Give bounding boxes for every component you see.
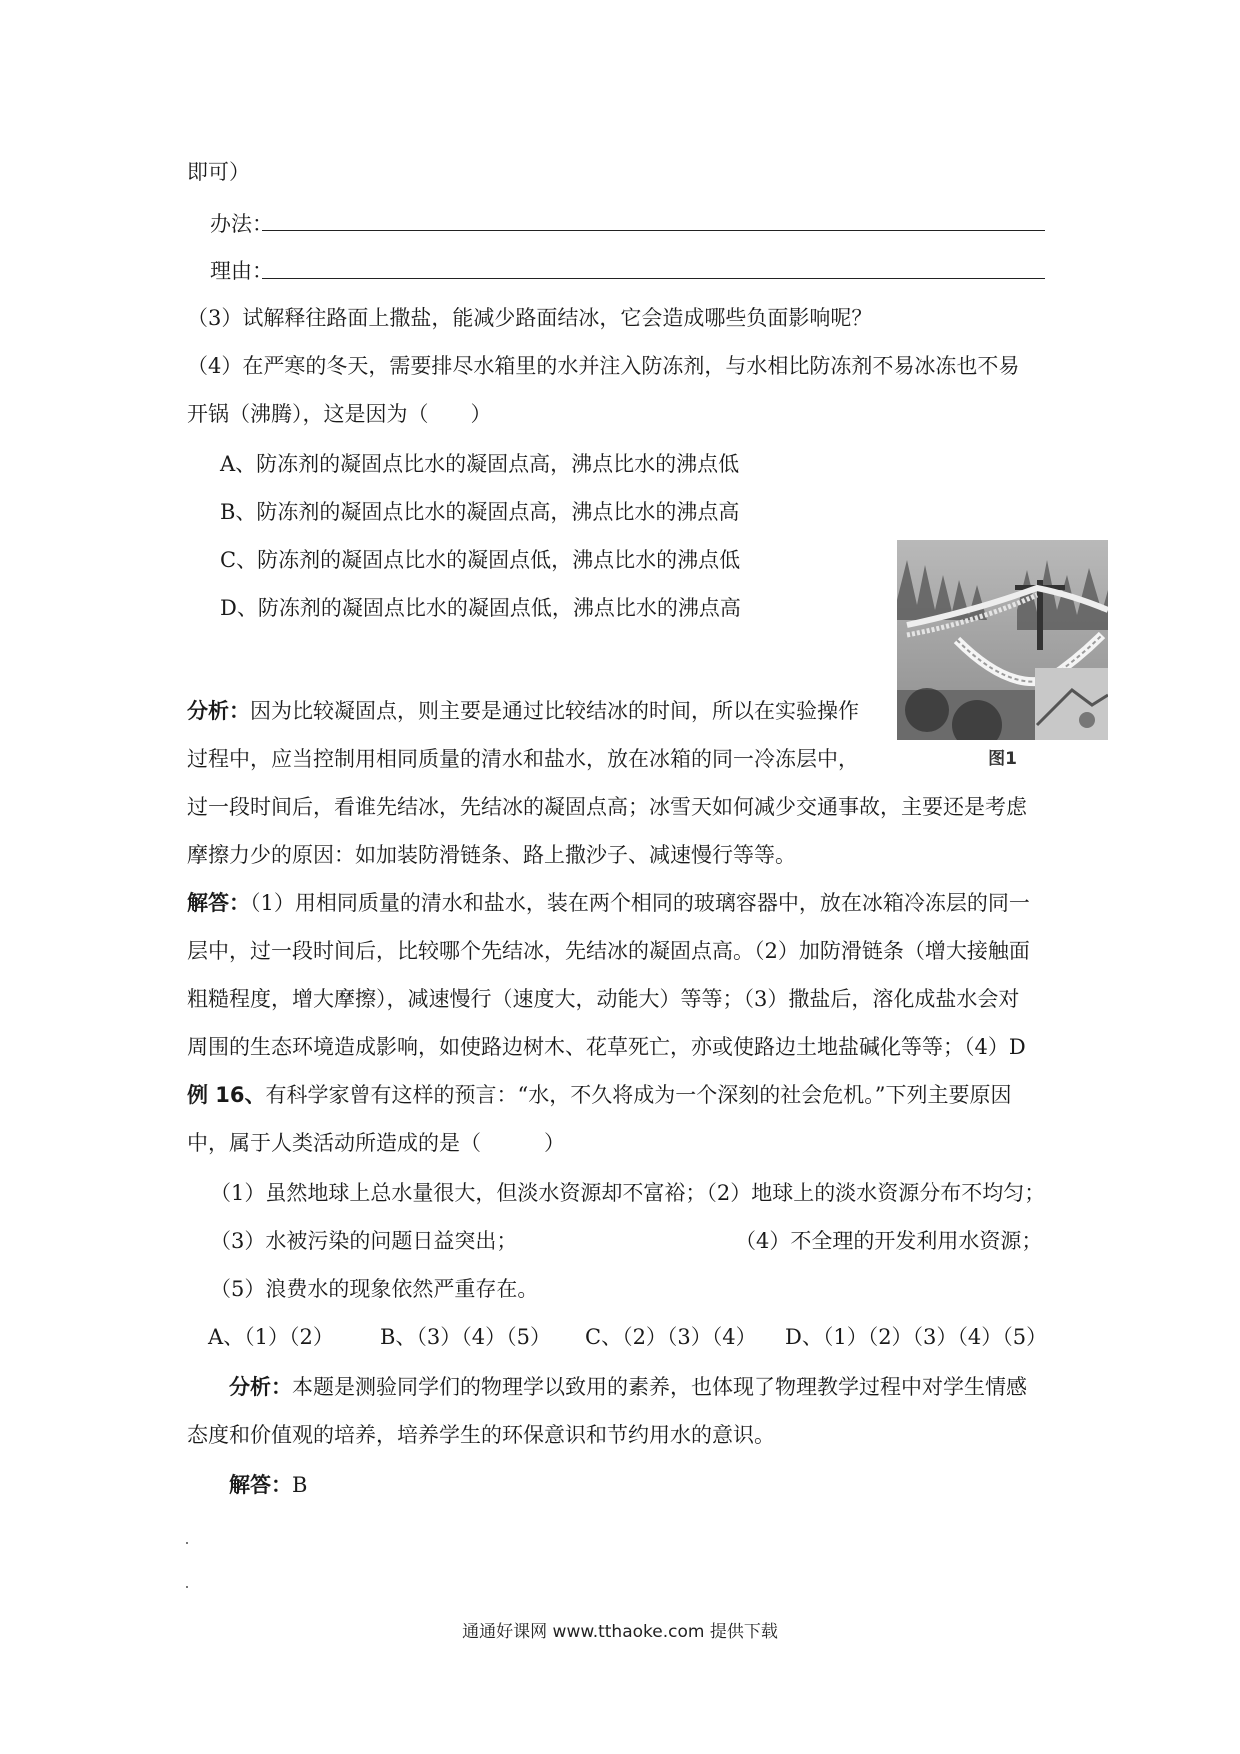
analysis-text-line-3: 过一段时间后，看谁先结冰，先结冰的凝固点高；冰雪天如何减少交通事故，主要还是考虑 — [187, 795, 1027, 819]
frozen-power-line-photo — [897, 540, 1108, 740]
option-d: D、防冻剂的凝固点比水的凝固点低，沸点比水的沸点高 — [220, 596, 741, 620]
example-16-line-2: 中，属于人类活动所造成的是（ ） — [187, 1131, 565, 1155]
answer-2-value: B — [292, 1473, 308, 1497]
example-16-option-a: A、（1）（2） — [208, 1325, 334, 1349]
example-16-line-1: 有科学家曾有这样的预言：“水，不久将成为一个深刻的社会危机。”下列主要原因 — [265, 1083, 1012, 1107]
option-a: A、防冻剂的凝固点比水的凝固点高，沸点比水的沸点低 — [220, 452, 740, 476]
continued-text: 即可） — [187, 160, 250, 184]
speck — [186, 1586, 188, 1588]
example-16-label: 例 16、 — [187, 1083, 266, 1107]
answer-text-line-3: 粗糙程度，增大摩擦），减速慢行（速度大，动能大）等等；（3）撒盐后，溶化成盐水会对 — [187, 987, 1020, 1011]
analysis-label: 分析： — [187, 699, 250, 723]
question-3: （3）试解释往路面上撒盐，能减少路面结冰，它会造成哪些负面影响呢？ — [187, 306, 873, 330]
example-16-option-c: C、（2）（3）（4） — [585, 1325, 757, 1349]
example-16-option-d: D、（1）（2）（3）（4）（5） — [785, 1325, 1048, 1349]
speck — [186, 1542, 188, 1544]
reason-blank-line — [262, 278, 1045, 279]
analysis-text-line-4: 摩擦力少的原因：如加装防滑链条、路上撒沙子、减速慢行等等。 — [187, 843, 796, 867]
method-blank-line — [262, 230, 1045, 231]
option-b: B、防冻剂的凝固点比水的凝固点高，沸点比水的沸点高 — [220, 500, 740, 524]
analysis-2-label: 分析： — [229, 1375, 292, 1399]
footer-text: 通通好课网 www.tthaoke.com 提供下载 — [462, 1622, 778, 1642]
answer-2-label: 解答： — [229, 1473, 292, 1497]
analysis-text-line-2: 过程中，应当控制用相同质量的清水和盐水，放在冰箱的同一冷冻层中， — [187, 747, 859, 771]
analysis-2-line-1: 本题是测验同学们的物理学以致用的素养，也体现了物理教学过程中对学生情感 — [292, 1375, 1027, 1399]
method-label: 办法： — [210, 212, 273, 236]
figure-1 — [897, 540, 1108, 772]
example-16-item-3: （3）水被污染的问题日益突出； — [210, 1229, 518, 1253]
example-16-option-b: B、（3）（4）（5） — [380, 1325, 552, 1349]
example-16-item-5: （5）浪费水的现象依然严重存在。 — [210, 1277, 539, 1301]
reason-label: 理由： — [210, 259, 273, 283]
analysis-text-line-1: 因为比较凝固点，则主要是通过比较结冰的时间，所以在实验操作 — [250, 699, 859, 723]
option-c: C、防冻剂的凝固点比水的凝固点低，沸点比水的沸点低 — [220, 548, 741, 572]
answer-text-line-1: （1）用相同质量的清水和盐水，装在两个相同的玻璃容器中，放在冰箱冷冻层的同一 — [250, 891, 1030, 915]
answer-label: 解答： — [187, 891, 250, 915]
figure-caption: 图1 — [988, 749, 1017, 769]
analysis-2-line-2: 态度和价值观的培养，培养学生的环保意识和节约用水的意识。 — [187, 1423, 775, 1447]
answer-text-line-2: 层中，过一段时间后，比较哪个先结冰，先结冰的凝固点高。（2）加防滑链条（增大接触面 — [187, 939, 1030, 963]
example-16-items-1-2: （1）虽然地球上总水量很大，但淡水资源却不富裕；（2）地球上的淡水资源分布不均匀； — [210, 1181, 1046, 1205]
question-4-line-1: （4）在严寒的冬天，需要排尽水箱里的水并注入防冻剂，与水相比防冻剂不易冰冻也不易 — [187, 354, 1020, 378]
example-16-item-4: （4）不全理的开发利用水资源； — [735, 1229, 1043, 1253]
answer-text-line-4: 周围的生态环境造成影响，如使路边树木、花草死亡，亦或使路边土地盐碱化等等；（4）D — [187, 1035, 1026, 1059]
question-4-line-2: 开锅（沸腾），这是因为（ ） — [187, 402, 492, 426]
